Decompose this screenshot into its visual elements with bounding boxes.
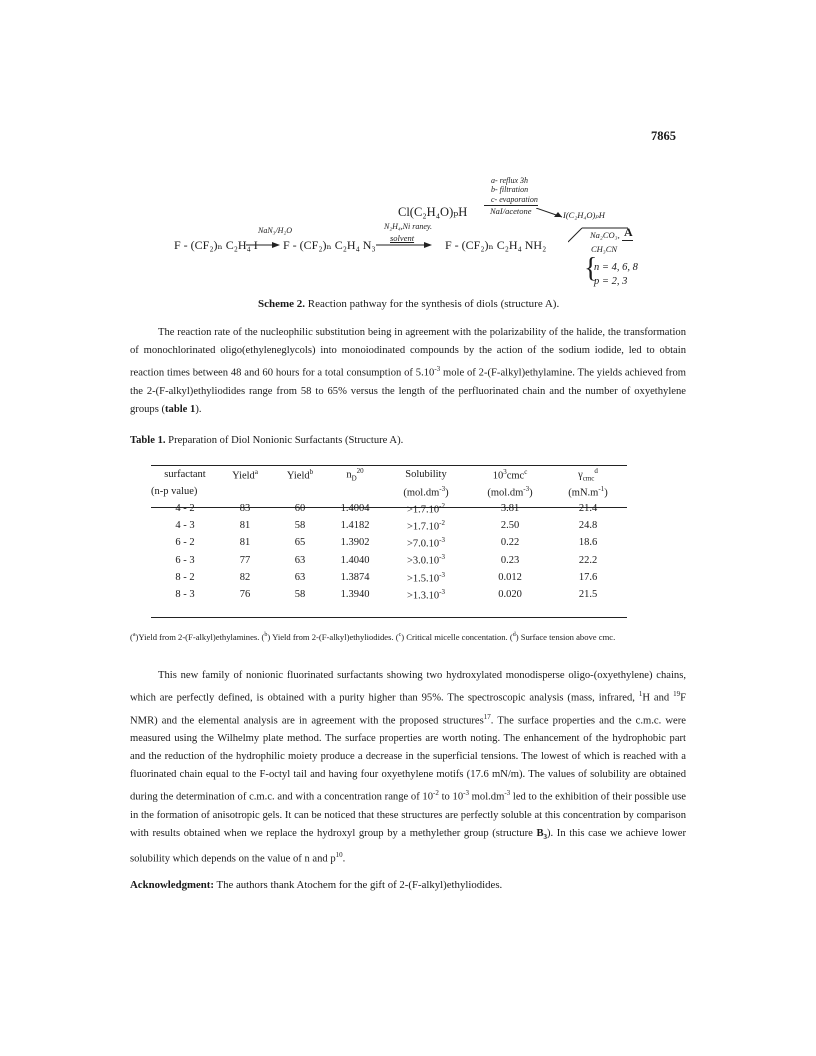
n-values: n = 4, 6, 8 <box>594 262 638 273</box>
brace-glyph: { <box>584 253 598 284</box>
header-cmc-unit: $(mol.dm^{-3})$ <box>487 484 533 499</box>
yield-a-cell: 81 <box>239 537 251 549</box>
refractive-index-cell: 1.4004 <box>340 503 370 515</box>
surfactant-cell: 4 - 3 <box>175 520 195 532</box>
fluoroalkyl-iodide: F - (CF₂)ₙ C₂H₄ I <box>174 238 258 252</box>
header-solubility-unit: $(mol.dm^{-3})$ <box>403 484 449 499</box>
table-footnote: ($^a$)Yield from 2-(F-alkyl)ethylamines. ($^b$) Yield from 2-(F-alkyl)ethyliodides. ($^c$) Critical micelle concentation. ($^d$) Surface tension above cmc. <box>130 631 616 642</box>
product-a-underline <box>622 240 633 241</box>
nan3-water-label: NaN₃/H₂O <box>258 226 293 235</box>
solubility-exponent: -2 <box>439 501 445 510</box>
surfactant-cell: 6 - 3 <box>175 554 195 566</box>
cmc-cell: 2.50 <box>500 520 520 532</box>
p-values: p = 2, 3 <box>594 276 628 287</box>
refractive-index-cell: 1.4040 <box>340 554 370 566</box>
header-cmc: $10^3cmc^c$ <box>492 467 528 482</box>
yield-b-cell: 65 <box>294 537 306 549</box>
cmc-cell: 3.81 <box>500 503 520 515</box>
header-solubility: Solubility <box>405 469 447 480</box>
solubility-cell <box>381 569 471 586</box>
na2co3-label: Na₂CO₃, <box>590 230 620 240</box>
yield-a-cell: 83 <box>239 503 251 515</box>
arrow-azidation <box>246 240 282 250</box>
cmc-cell: 0.23 <box>500 554 520 566</box>
solvent-label: solvent <box>390 233 415 243</box>
ch3cn-label: CH₃CN <box>591 244 618 254</box>
refractive-index-cell: 1.3874 <box>340 571 370 583</box>
table-row <box>151 534 627 551</box>
paragraph-new-family: This new family of nonionic fluorinated surfactants showing two hydroxylated monodisperse oligo-(oxyethylene) chains, which are perfectly defined, is obtained with a purity higher than 95%. The spectroscopic analysis (mass, infrared, $^1$H and $^{19}$F NMR) and the elemental analysis are in agreement with the proposed structures$^{17}$. The surface properties and the c.m.c. were measured using the Wilhelmy plate method. The surface properties are worth noting. The enhancement of the hydrophobic part and the reduction of the hydrophilic moiety produce a decrease in the superficial tensions. The lowest of which is reached with a fluorinated chain equal to the F-octyl tail and having four oxyethylene motifs (17.6 mN/m). The values of solubility are obtained during the determination of c.m.c. and with a concentration range of $10^{-2}$ to $10^{-3}$ $mol.dm^{-3}$ led to the exhibition of their possible use in the formation of anisotropic gels. It can be noticed that these structures are perfectly soluble at this concentration by comparison with results obtained when we replace the hydroxyl group by a methylether group (structure $B_3$). In this case we achieve lower solubility which depends on the value of n and $p^{10}$. <box>130 670 687 865</box>
solubility-cell <box>381 552 471 569</box>
cmc-cell: 0.012 <box>498 571 522 583</box>
iodo-oligoethyleneglycol: I(C₂H₄O)ₚH <box>563 210 605 220</box>
hydrazine-raney-label: N₂H₄,Ni raney. <box>384 222 433 231</box>
yield-a-cell: 76 <box>239 589 251 601</box>
solubility-exponent: -3 <box>439 570 445 579</box>
solubility-cell <box>381 517 471 534</box>
solubility-value: >3.0.10 <box>406 555 440 567</box>
yield-b-cell: 60 <box>294 503 306 515</box>
cmc-cell: 0.22 <box>500 537 520 549</box>
arrow-reduction <box>376 240 434 250</box>
refractive-index-cell: 1.4182 <box>340 520 370 532</box>
arrow-to-iodo-product <box>536 208 566 222</box>
yield-b-cell: 58 <box>294 520 306 532</box>
table-body <box>151 500 627 603</box>
solubility-value: >1.3.10 <box>406 590 440 602</box>
solubility-value: >1.5.10 <box>406 573 440 585</box>
yield-b-cell: 63 <box>294 571 306 583</box>
surfactant-table <box>151 466 627 603</box>
yield-a-cell: 81 <box>239 520 251 532</box>
yield-a-cell: 77 <box>239 554 251 566</box>
header-empty <box>329 483 381 500</box>
surfactant-cell: 8 - 3 <box>175 589 195 601</box>
surfactant-cell: 4 - 2 <box>175 503 195 515</box>
table-row <box>151 569 627 586</box>
page-number: 7865 <box>651 129 676 143</box>
header-surfactant: surfactant <box>164 469 206 480</box>
surface-tension-cell: 17.6 <box>578 571 598 583</box>
cmc-cell: 0.020 <box>498 589 522 601</box>
surface-tension-cell: 22.2 <box>578 554 598 566</box>
table-row <box>151 552 627 569</box>
solubility-exponent: -3 <box>439 587 445 596</box>
fluoroalkyl-azide: F - (CF₂)ₙ C₂H₄ N₃ <box>283 238 376 252</box>
header-yield-a: Yield$^a$ <box>232 467 258 482</box>
header-np-value: (n-p value) <box>151 486 198 497</box>
header-yield-b: Yield$^b$ <box>286 467 314 482</box>
surfactant-cell: 6 - 2 <box>175 537 195 549</box>
solubility-cell <box>381 500 471 517</box>
solubility-exponent: -3 <box>439 536 445 545</box>
chloro-oligoethyleneglycol: Cl(C₂H₄O)ₚH <box>398 205 468 219</box>
solubility-exponent: -3 <box>439 553 445 562</box>
surface-tension-cell: 18.6 <box>578 537 598 549</box>
table-row <box>151 500 627 517</box>
table-row <box>151 517 627 534</box>
acknowledgment: Acknowledgment: The authors thank Atochem for the gift of 2-(F-alkyl)ethyliodides. <box>130 879 503 891</box>
nai-acetone-label: NaI/acetone <box>490 206 532 216</box>
yield-a-cell: 82 <box>239 571 251 583</box>
refractive-index-cell: 1.3940 <box>340 589 370 601</box>
yield-b-cell: 63 <box>294 554 306 566</box>
header-surface-tension: $\gamma_{cmc}^d$ <box>578 466 598 483</box>
fluoroalkyl-amine: F - (CF₂)ₙ C₂H₄ NH₂ <box>445 238 547 252</box>
table-row <box>151 586 627 603</box>
scheme-caption: Scheme 2. Reaction pathway for the synthesis of diols (structure A). <box>258 298 560 310</box>
header-empty <box>219 483 271 500</box>
table-header-row <box>151 466 627 483</box>
condition-evaporation: c- evaporation <box>491 195 538 204</box>
condition-reflux: a- reflux 3h <box>491 176 529 185</box>
reaction-scheme <box>0 0 816 300</box>
solubility-cell <box>381 534 471 551</box>
condition-filtration: b- filtration <box>491 185 529 194</box>
header-empty <box>271 483 329 500</box>
header-refractive-index: $n_D^{20}$ <box>346 466 364 483</box>
surface-tension-cell: 21.5 <box>578 589 598 601</box>
table-bottom-rule <box>151 617 627 618</box>
solubility-value: >1.7.10 <box>406 521 440 533</box>
header-tension-unit: $(mN.m^{-1})$ <box>568 484 608 499</box>
product-a-label: A <box>624 225 633 239</box>
solubility-value: >7.0.10 <box>406 538 440 550</box>
solubility-exponent: -2 <box>439 519 445 528</box>
solubility-value: >1.7.10 <box>406 504 440 516</box>
surface-tension-cell: 24.8 <box>578 520 598 532</box>
table-caption: Table 1. Preparation of Diol Nonionic Surfactants (Structure A). <box>130 435 404 446</box>
paragraph-reaction-rate: The reaction rate of the nucleophilic substitution being in agreement with the polarizability of the halide, the transformation of monochlorinated oligo(ethyleneglycols) into monoiodinated compounds by the action of the sodium iodide, led to obtain reaction times between 48 and 60 hours for a total consumption of $5.10^{-3}$ mole of 2-(F-alkyl)ethylamine. The yields achieved from the 2-(F-alkyl)ethyliodides range from 58 to 65% versus the length of the perfluorinated chain and the number of oxyethylene groups (table 1). <box>130 327 686 415</box>
surface-tension-cell: 21.4 <box>578 503 598 515</box>
surfactant-cell: 8 - 2 <box>175 571 195 583</box>
table-header-units-row <box>151 483 627 500</box>
solubility-cell <box>381 586 471 603</box>
refractive-index-cell: 1.3902 <box>340 537 370 549</box>
yield-b-cell: 58 <box>294 589 306 601</box>
